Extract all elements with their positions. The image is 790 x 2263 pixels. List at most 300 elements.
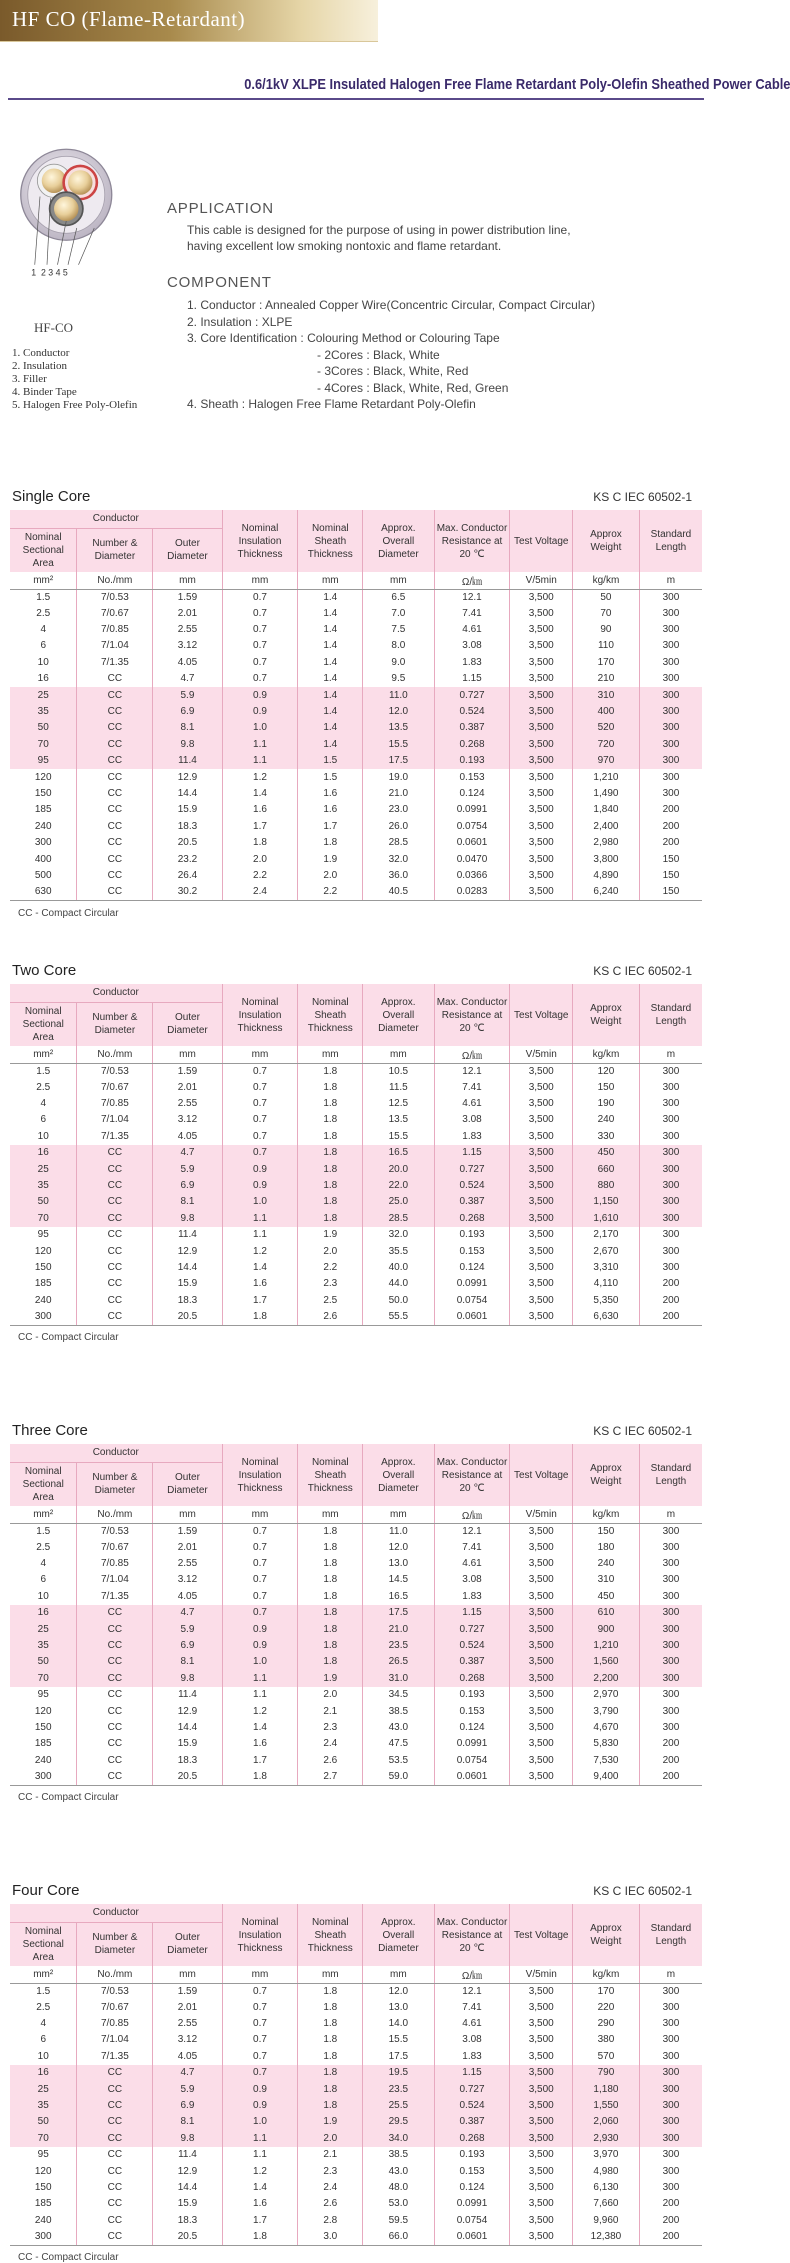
table-cell: 28.5 <box>363 835 434 851</box>
table-cell: 3,500 <box>510 1687 573 1703</box>
table-cell: 0.727 <box>434 2081 510 2097</box>
table-cell: 14.4 <box>153 1260 222 1276</box>
table-cell: 7/0.53 <box>77 1983 153 2000</box>
unit-cell: Ω/㎞ <box>434 1046 510 1063</box>
table-cell: 300 <box>639 1096 702 1112</box>
table-cell: 55.5 <box>363 1309 434 1326</box>
table-cell: 1.1 <box>222 1687 298 1703</box>
table-row <box>10 1243 702 1259</box>
table-row <box>10 2081 702 2097</box>
table-cell: 3,500 <box>510 2016 573 2032</box>
table-section-title: Two Core <box>12 962 77 979</box>
table-cell: 1.8 <box>298 2000 363 2016</box>
unit-cell: mm² <box>10 572 77 589</box>
table-cell: 3,500 <box>510 1654 573 1670</box>
table-cell: 1.8 <box>222 835 298 851</box>
table-cell: 3,500 <box>510 2049 573 2065</box>
table-cell: 1.4 <box>298 671 363 687</box>
header-number-diameter: Number & Diameter <box>77 1002 153 1046</box>
table-cell: 3,500 <box>510 1276 573 1292</box>
header-area: Nominal Sectional Area <box>10 1002 77 1046</box>
table-cell: 310 <box>572 687 639 703</box>
legend-item: 3. Filler <box>12 373 47 385</box>
table-cell: 50 <box>572 589 639 606</box>
table-cell: 1.8 <box>298 1654 363 1670</box>
table-cell: CC <box>77 2180 153 2196</box>
table-cell: 22.0 <box>363 1178 434 1194</box>
table-cell: 0.0991 <box>434 1736 510 1752</box>
table-cell: CC <box>77 884 153 901</box>
table-cell: 3,500 <box>510 1161 573 1177</box>
table-cell: 0.193 <box>434 1227 510 1243</box>
table-row <box>10 606 702 622</box>
table-row <box>10 2147 702 2163</box>
table-cell: 26.5 <box>363 1654 434 1670</box>
spec-table <box>10 984 702 1326</box>
table-cell: 20.5 <box>153 2229 222 2246</box>
table-row <box>10 1112 702 1128</box>
table-cell: 18.3 <box>153 1753 222 1769</box>
table-cell: 300 <box>639 1129 702 1145</box>
header-conductor: Conductor <box>10 510 222 528</box>
table-cell: 2.0 <box>298 1243 363 1259</box>
header-outer-diameter: Outer Diameter <box>153 1922 222 1966</box>
table-cell: 720 <box>572 737 639 753</box>
table-cell: 3,500 <box>510 622 573 638</box>
table-cell: 300 <box>639 1572 702 1588</box>
application-line: This cable is designed for the purpose of using in power distribution line, <box>187 223 571 237</box>
table-cell: 3,500 <box>510 720 573 736</box>
table-cell: 300 <box>639 2114 702 2130</box>
table-cell: 2.0 <box>298 2131 363 2147</box>
table-row <box>10 1540 702 1556</box>
table-cell: 15.9 <box>153 802 222 818</box>
table-cell: 2.55 <box>153 2016 222 2032</box>
table-cell: 1.4 <box>298 622 363 638</box>
table-cell: 2.0 <box>298 1687 363 1703</box>
table-cell: 2.8 <box>298 2213 363 2229</box>
table-cell: 3,500 <box>510 2114 573 2130</box>
table-cell: 95 <box>37 2149 49 2161</box>
table-cell: 150 <box>572 1080 639 1096</box>
table-cell: 8.1 <box>153 1654 222 1670</box>
table-cell: 50 <box>10 2114 77 2130</box>
footnote-compact-circular: CC - Compact Circular <box>18 1332 119 1344</box>
header-outer-diameter: Outer Diameter <box>153 1462 222 1506</box>
table-cell: 4.7 <box>153 1145 222 1161</box>
table-cell: 3,500 <box>510 1572 573 1588</box>
unit-cell: mm <box>298 572 363 589</box>
table-row <box>10 1096 702 1112</box>
table-cell: 2,930 <box>572 2131 639 2147</box>
table-cell: 3,500 <box>510 884 573 901</box>
table-cell: 1.83 <box>434 2049 510 2065</box>
standard-reference: KS C IEC 60502-1 <box>593 490 692 504</box>
table-cell: 7.5 <box>363 622 434 638</box>
table-cell: 0.124 <box>434 2180 510 2196</box>
table-cell: 0.0601 <box>434 2229 510 2246</box>
table-cell: 1.4 <box>298 589 363 606</box>
table-cell: 2.1 <box>298 1703 363 1719</box>
table-cell: CC <box>77 2081 153 2097</box>
table-cell: 3,500 <box>510 1211 573 1227</box>
table-cell: 300 <box>639 1243 702 1259</box>
table-cell: 2.3 <box>298 2163 363 2179</box>
table-cell: CC <box>77 868 153 884</box>
table-row <box>10 1621 702 1637</box>
application-heading: APPLICATION <box>167 200 274 217</box>
table-cell: CC <box>77 1769 153 1786</box>
table-cell: 6 <box>40 1574 46 1586</box>
header-weight: Approx Weight <box>572 984 639 1046</box>
table-cell: 300 <box>639 1687 702 1703</box>
table-row <box>10 1589 702 1605</box>
table-cell: 95 <box>37 1689 49 1701</box>
table-cell: 1.7 <box>298 819 363 835</box>
unit-cell: mm <box>153 1966 222 1983</box>
table-cell: 450 <box>572 1589 639 1605</box>
standard-reference: KS C IEC 60502-1 <box>593 1884 692 1898</box>
table-cell: 0.7 <box>222 2032 298 2048</box>
table-cell: 1.8 <box>298 1523 363 1540</box>
table-cell: 0.7 <box>222 1556 298 1572</box>
header-sheath: Nominal Sheath Thickness <box>298 510 363 572</box>
table-cell: 25.5 <box>363 2098 434 2114</box>
unit-cell: mm <box>153 1506 222 1523</box>
table-cell: 3,500 <box>510 2000 573 2016</box>
product-headline: 0.6/1kV XLPE Insulated Halogen Free Flame Retardant Poly-Olefin Sheathed Power Cable <box>244 76 790 93</box>
table-cell: 3,500 <box>510 589 573 606</box>
table-row <box>10 802 702 818</box>
table-row <box>10 1309 702 1326</box>
table-cell: 11.4 <box>153 1227 222 1243</box>
table-cell: 1.4 <box>298 638 363 654</box>
table-cell: 48.0 <box>363 2180 434 2196</box>
table-cell: 3,500 <box>510 671 573 687</box>
unit-cell: No./mm <box>77 1506 153 1523</box>
table-cell: 1.8 <box>298 1589 363 1605</box>
table-cell: 16 <box>10 2065 77 2081</box>
unit-cell: Ω/㎞ <box>434 1966 510 1983</box>
table-cell: 2,170 <box>572 1227 639 1243</box>
table-cell: 2.55 <box>153 1556 222 1572</box>
table-cell: 150 <box>639 884 702 901</box>
table-cell: 1.2 <box>222 1703 298 1719</box>
cable-model-label: HF-CO <box>34 320 74 335</box>
unit-cell: No./mm <box>77 1046 153 1063</box>
cable-callout-numbers: 1 2 3 4 5 <box>31 267 68 278</box>
table-cell: 2.01 <box>153 606 222 622</box>
table-cell: 8.1 <box>153 1194 222 1210</box>
table-cell: 3,500 <box>510 835 573 851</box>
table-cell: 240 <box>572 1112 639 1128</box>
table-cell: 7/1.04 <box>77 2032 153 2048</box>
table-cell: 1.83 <box>434 1589 510 1605</box>
unit-cell: m <box>639 1046 702 1063</box>
table-cell: 47.5 <box>363 1736 434 1752</box>
component-text <box>187 297 595 413</box>
table-cell: 7/0.67 <box>77 1080 153 1096</box>
table-cell: 2.3 <box>298 1720 363 1736</box>
table-cell: 300 <box>639 1080 702 1096</box>
table-cell: 3,500 <box>510 769 573 785</box>
table-cell: 35 <box>10 1638 77 1654</box>
table-row <box>10 1178 702 1194</box>
header-weight: Approx Weight <box>572 1904 639 1966</box>
table-cell: CC <box>77 835 153 851</box>
table-cell: 7/0.67 <box>77 606 153 622</box>
table-cell: 3,790 <box>572 1703 639 1719</box>
table-cell: 300 <box>639 1227 702 1243</box>
table-cell: 0.7 <box>222 671 298 687</box>
table-row <box>10 2000 702 2016</box>
table-cell: 13.0 <box>363 1556 434 1572</box>
table-cell: 1.15 <box>434 1605 510 1621</box>
table-cell: 200 <box>639 2229 702 2246</box>
table-cell: 70 <box>10 1671 77 1687</box>
table-cell: 110 <box>572 638 639 654</box>
table-row <box>10 2049 702 2065</box>
table-cell: 0.7 <box>222 589 298 606</box>
table-cell: 200 <box>639 1736 702 1752</box>
table-cell: 3,500 <box>510 1194 573 1210</box>
table-cell: CC <box>77 802 153 818</box>
component-subline: - 2Cores : Black, White <box>317 347 440 362</box>
table-cell: 0.7 <box>222 2065 298 2081</box>
table-cell: 4,670 <box>572 1720 639 1736</box>
table-cell: 300 <box>639 1605 702 1621</box>
table-cell: 0.387 <box>434 1654 510 1670</box>
table-cell: 1.9 <box>298 2114 363 2130</box>
table-cell: 35.5 <box>363 1243 434 1259</box>
table-cell: 3,500 <box>510 655 573 671</box>
table-cell: 3,500 <box>510 1753 573 1769</box>
header-insulation: Nominal Insulation Thickness <box>222 1904 298 1966</box>
table-cell: 300 <box>639 2131 702 2147</box>
component-line: 2. Insulation : XLPE <box>187 314 293 329</box>
table-cell: 90 <box>572 622 639 638</box>
table-cell: 7,530 <box>572 1753 639 1769</box>
table-cell: 300 <box>639 1983 702 2000</box>
table-cell: 150 <box>34 787 52 799</box>
table-cell: 1.0 <box>222 1654 298 1670</box>
table-cell: 59.5 <box>363 2213 434 2229</box>
table-cell: 0.9 <box>222 1178 298 1194</box>
table-cell: 7.41 <box>434 2000 510 2016</box>
table-cell: 300 <box>639 589 702 606</box>
table-cell: 2,400 <box>572 819 639 835</box>
table-cell: 120 <box>34 771 52 783</box>
table-cell: CC <box>77 687 153 703</box>
unit-cell: mm <box>298 1506 363 1523</box>
table-cell: 8.0 <box>363 638 434 654</box>
table-cell: 300 <box>639 1654 702 1670</box>
table-cell: 15.9 <box>153 1276 222 1292</box>
table-cell: 1.8 <box>298 2032 363 2048</box>
table-cell: 3,500 <box>510 786 573 802</box>
table-cell: 4,110 <box>572 1276 639 1292</box>
header-test-voltage: Test Voltage <box>510 510 573 572</box>
table-cell: 1.7 <box>222 2213 298 2229</box>
table-row <box>10 868 702 884</box>
spec-table <box>10 510 702 901</box>
table-cell: 3,500 <box>510 2081 573 2097</box>
table-cell: 1.8 <box>298 1540 363 1556</box>
table-cell: 3,500 <box>510 2229 573 2246</box>
table-cell: 300 <box>639 1211 702 1227</box>
table-cell: CC <box>77 1736 153 1752</box>
table-row <box>10 753 702 769</box>
table-cell: 3,500 <box>510 1129 573 1145</box>
table-cell: 14.4 <box>153 1720 222 1736</box>
table-cell: 300 <box>639 720 702 736</box>
table-cell: 1,180 <box>572 2081 639 2097</box>
footnote-compact-circular: CC - Compact Circular <box>18 1792 119 1804</box>
table-cell: CC <box>77 2163 153 2179</box>
table-cell: 3,500 <box>510 1080 573 1096</box>
table-cell: 240 <box>34 820 52 832</box>
table-cell: 7/0.85 <box>77 2016 153 2032</box>
table-cell: 10 <box>37 1130 49 1142</box>
table-row <box>10 1687 702 1703</box>
table-cell: 35 <box>10 1178 77 1194</box>
header-conductor: Conductor <box>10 1444 222 1462</box>
table-cell: 0.268 <box>434 1211 510 1227</box>
table-cell: 300 <box>639 1260 702 1276</box>
table-cell: 3.12 <box>153 638 222 654</box>
table-row <box>10 1605 702 1621</box>
table-row <box>10 2163 702 2179</box>
table-cell: 7/1.04 <box>77 1112 153 1128</box>
table-cell: 11.0 <box>363 687 434 703</box>
table-cell: 1.9 <box>298 851 363 867</box>
table-cell: 1.6 <box>222 1736 298 1752</box>
table-cell: 1.8 <box>298 1638 363 1654</box>
table-cell: 20.0 <box>363 1161 434 1177</box>
table-cell: 1.8 <box>298 1211 363 1227</box>
table-section-title: Three Core <box>12 1422 88 1439</box>
table-cell: 1.8 <box>298 1129 363 1145</box>
table-cell: 300 <box>639 1671 702 1687</box>
table-cell: 36.0 <box>363 868 434 884</box>
header-number-diameter: Number & Diameter <box>77 1922 153 1966</box>
table-cell: 9,960 <box>572 2213 639 2229</box>
table-cell: 8.1 <box>153 720 222 736</box>
table-cell: 6,130 <box>572 2180 639 2196</box>
table-cell: 17.5 <box>363 2049 434 2065</box>
table-cell: 0.387 <box>434 2114 510 2130</box>
table-cell: 3,500 <box>510 1769 573 1786</box>
table-cell: 1.59 <box>153 1063 222 1080</box>
table-row <box>10 2196 702 2212</box>
unit-cell: mm² <box>10 1506 77 1523</box>
table-cell: CC <box>77 786 153 802</box>
table-cell: 2.4 <box>298 1736 363 1752</box>
table-cell: 0.124 <box>434 1260 510 1276</box>
table-cell: 150 <box>34 2181 52 2193</box>
table-cell: 300 <box>639 737 702 753</box>
unit-cell: m <box>639 1966 702 1983</box>
table-cell: 1.8 <box>298 2081 363 2097</box>
table-cell: 240 <box>34 1754 52 1766</box>
table-cell: 185 <box>34 2198 52 2210</box>
table-cell: 300 <box>639 2180 702 2196</box>
table-cell: 3,500 <box>510 753 573 769</box>
table-cell: 6.9 <box>153 1178 222 1194</box>
table-cell: 1.15 <box>434 671 510 687</box>
table-cell: 1.8 <box>298 1556 363 1572</box>
table-row <box>10 704 702 720</box>
table-cell: 1.8 <box>222 1309 298 1326</box>
table-cell: 0.124 <box>434 1720 510 1736</box>
table-cell: 9.8 <box>153 737 222 753</box>
unit-cell: mm <box>222 1046 298 1063</box>
table-cell: 4.05 <box>153 1129 222 1145</box>
table-cell: 0.0601 <box>434 1309 510 1326</box>
table-cell: 4,980 <box>572 2163 639 2179</box>
table-cell: 3,500 <box>510 1621 573 1637</box>
table-cell: 44.0 <box>363 1276 434 1292</box>
header-number-diameter: Number & Diameter <box>77 1462 153 1506</box>
table-cell: 6.5 <box>363 589 434 606</box>
table-cell: 1.8 <box>298 1605 363 1621</box>
table-cell: 300 <box>639 786 702 802</box>
table-cell: 2.0 <box>298 868 363 884</box>
table-cell: 1.8 <box>298 1161 363 1177</box>
header-conductor: Conductor <box>10 984 222 1002</box>
table-row <box>10 1523 702 1540</box>
table-cell: 300 <box>639 1720 702 1736</box>
table-cell: 300 <box>639 2049 702 2065</box>
table-cell: 185 <box>34 804 52 816</box>
table-cell: 1.1 <box>222 2131 298 2147</box>
table-cell: 1.8 <box>298 1080 363 1096</box>
table-row <box>10 1983 702 2000</box>
footnote-compact-circular: CC - Compact Circular <box>18 2252 119 2263</box>
table-cell: 2.2 <box>222 868 298 884</box>
table-cell: 4.61 <box>434 2016 510 2032</box>
table-cell: 3,500 <box>510 2098 573 2114</box>
table-cell: 240 <box>34 2214 52 2226</box>
table-cell: 3,500 <box>510 2032 573 2048</box>
table-cell: CC <box>77 2147 153 2163</box>
table-cell: 330 <box>572 1129 639 1145</box>
table-row <box>10 1129 702 1145</box>
table-cell: CC <box>77 1211 153 1227</box>
table-cell: 300 <box>639 1540 702 1556</box>
table-cell: 0.727 <box>434 1621 510 1637</box>
table-cell: 0.268 <box>434 2131 510 2147</box>
table-cell: CC <box>77 2213 153 2229</box>
table-cell: 43.0 <box>363 1720 434 1736</box>
table-cell: 0.524 <box>434 704 510 720</box>
table-cell: 3,500 <box>510 851 573 867</box>
unit-cell: mm <box>153 1046 222 1063</box>
table-cell: 300 <box>639 1063 702 1080</box>
table-cell: 1.1 <box>222 2147 298 2163</box>
table-cell: 14.4 <box>153 2180 222 2196</box>
table-cell: 4.7 <box>153 671 222 687</box>
table-cell: 7/1.35 <box>77 2049 153 2065</box>
table-cell: 0.727 <box>434 1161 510 1177</box>
table-cell: 3.08 <box>434 2032 510 2048</box>
table-cell: 300 <box>639 2163 702 2179</box>
header-area: Nominal Sectional Area <box>10 1922 77 1966</box>
table-cell: 0.9 <box>222 1638 298 1654</box>
table-cell: CC <box>77 2114 153 2130</box>
table-cell: 1.4 <box>222 2180 298 2196</box>
table-cell: 200 <box>639 1769 702 1786</box>
